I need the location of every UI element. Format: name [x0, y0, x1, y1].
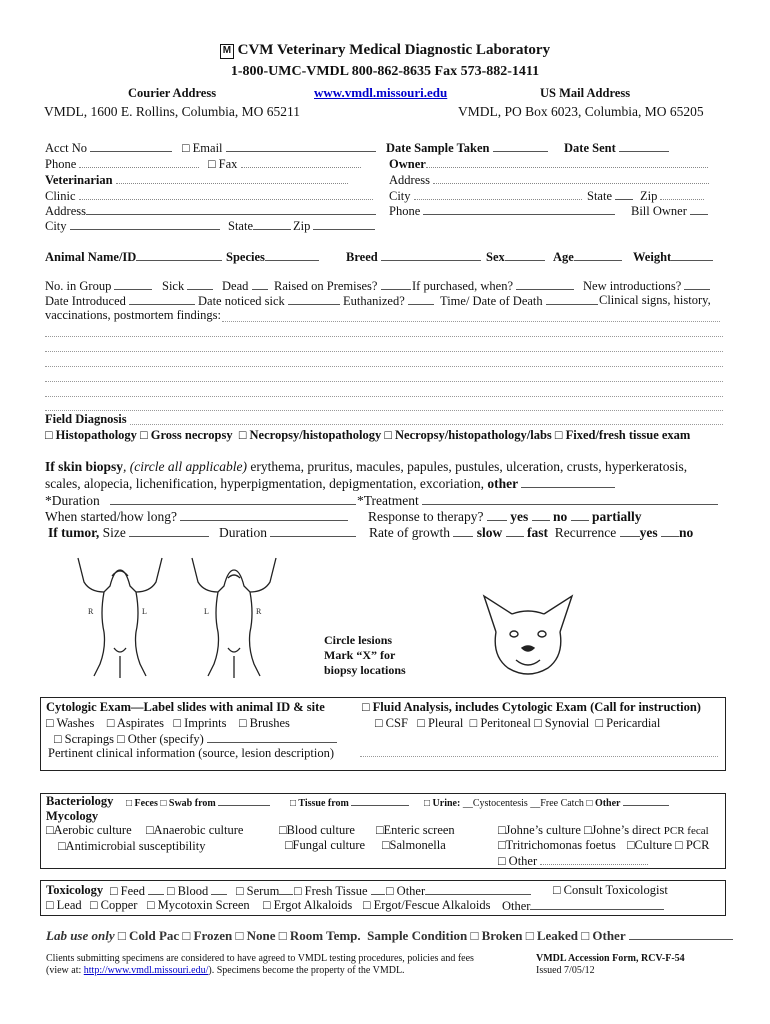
veterinarian-field[interactable]: Veterinarian [45, 172, 348, 188]
option-tox-other2[interactable]: Other [502, 898, 664, 914]
skin-biopsy-line1: If skin biopsy, (circle all applicable) erythema, pruritus, macules, papules, pustules, ulceration, crusts, hyperkeratosis, [45, 459, 688, 474]
cytology-options [46, 716, 290, 731]
university-logo: M [220, 44, 234, 59]
field-diagnosis-label: Field Diagnosis [45, 412, 127, 426]
phone-line: 1-800-UMC-VMDL 800-862-8635 Fax 573-882-1411 [230, 64, 540, 79]
date-noticed-field[interactable]: Date noticed sick [198, 293, 340, 309]
mycology-title: Mycology [46, 809, 99, 823]
city-field[interactable]: City [45, 218, 220, 234]
fax-field[interactable]: □ Fax [208, 156, 361, 172]
lesion-instructions: Circle lesions Mark “X” for biopsy locations [324, 633, 406, 677]
pertinent-info-label: Pertinent clinical information (source, lesion description) [48, 746, 335, 760]
history-line[interactable] [45, 410, 723, 411]
time-death-field[interactable]: Time/ Date of Death [440, 293, 598, 309]
option-imprints[interactable]: □ Imprints [173, 716, 227, 730]
history-line[interactable] [222, 321, 720, 322]
storage-options[interactable]: □ Cold Pac □ Frozen □ None □ Room Temp. [117, 928, 361, 943]
option-anaerobic[interactable]: □Anaerobic culture [146, 823, 244, 837]
date-sent-field[interactable]: Date Sent [564, 140, 669, 156]
option-mycotoxin[interactable]: □ Mycotoxin Screen [147, 898, 250, 912]
option-culture-pcr[interactable]: □Culture □ PCR [627, 838, 710, 852]
footer-policy-line2: (view at: http://www.vmdl.missouri.edu/). Specimens become the property of the VMDL. [46, 965, 405, 976]
history-line[interactable] [45, 336, 723, 337]
history-line[interactable] [45, 366, 723, 367]
option-consult[interactable]: □ Consult Toxicologist [553, 883, 668, 897]
pertinent-line[interactable] [360, 756, 718, 757]
purchased-field[interactable]: If purchased, when? [412, 278, 574, 294]
option-ergot[interactable]: □ Ergot Alkaloids [263, 898, 353, 912]
history-line[interactable] [45, 396, 723, 397]
option-peritoneal[interactable]: □ Peritoneal [469, 716, 531, 730]
skin-biopsy-line2: scales, alopecia, lichenification, hyperpigmentation, depigmentation, excoriation, other [45, 476, 615, 492]
tissue-option[interactable]: □ Tissue from [290, 796, 409, 809]
species-field[interactable]: Species [226, 249, 319, 265]
option-histopathology[interactable]: □ Histopathology [45, 428, 137, 442]
owner-city-field[interactable]: City [389, 188, 582, 204]
zip-field[interactable]: Zip [293, 218, 375, 234]
option-pericardial[interactable]: □ Pericardial [595, 716, 661, 730]
option-feed[interactable]: □ Feed [110, 883, 164, 899]
option-scrapings[interactable]: □ Scrapings [54, 732, 114, 746]
option-fresh-tissue[interactable]: □ Fresh Tissue [294, 883, 385, 899]
option-synovial[interactable]: □ Synovial [534, 716, 590, 730]
issue-date: Issued 7/05/12 [536, 965, 595, 976]
dog-head-diagram[interactable] [478, 592, 578, 682]
mail-address: VMDL, PO Box 6023, Columbia, MO 65205 [458, 104, 704, 119]
address-field[interactable]: Address [45, 203, 376, 219]
owner-zip-field[interactable]: Zip [640, 188, 704, 204]
owner-phone-field[interactable]: Phone [389, 203, 615, 219]
option-necropsy-histo[interactable]: □ Necropsy/histopathology [238, 428, 382, 442]
sick-field[interactable]: Sick [162, 278, 213, 294]
acct-no-field[interactable]: Acct No [45, 140, 172, 156]
lab-name: CVM Veterinary Medical Diagnostic Laboratory [237, 42, 551, 58]
website-link[interactable]: www.vmdl.missouri.edu [314, 85, 448, 100]
option-aspirates[interactable]: □ Aspirates [106, 716, 165, 730]
owner-field[interactable]: Owner [389, 156, 708, 172]
option-copper[interactable]: □ Copper [90, 898, 138, 912]
sex-field[interactable]: Sex [486, 249, 545, 265]
clinical-signs-label: Clinical signs, history, [599, 293, 711, 307]
date-sample-taken-field[interactable]: Date Sample Taken [386, 140, 548, 156]
option-aerobic[interactable]: □Aerobic culture [46, 823, 132, 837]
state-field[interactable]: State [228, 218, 291, 234]
urine-option[interactable]: □ Urine: __Cystocentesis __Free Catch □ Other [424, 796, 669, 809]
email-field[interactable]: □ Email [182, 140, 376, 156]
date-introduced-field[interactable]: Date Introduced [45, 293, 195, 309]
lab-use-row: Lab use only □ Cold Pac □ Frozen □ None □ Room Temp. Sample Condition □ Broken □ Leaked □ Other [46, 928, 733, 944]
lab-title [0, 42, 770, 59]
option-tritrichomonas[interactable]: □Tritrichomonas foetus [498, 838, 616, 852]
policy-link[interactable]: http://www.vmdl.missouri.edu/ [83, 965, 209, 976]
bacteriology-title: Bacteriology [46, 794, 114, 808]
option-other-specify[interactable]: □ Other (specify) [117, 732, 204, 746]
option-blood-culture[interactable]: □Blood culture [279, 823, 355, 837]
option-serum[interactable]: □ Serum [236, 883, 293, 899]
left-label: L [142, 607, 147, 616]
history-line[interactable] [45, 381, 723, 382]
option-csf[interactable]: □ CSF [375, 716, 408, 730]
animal-name-field[interactable]: Animal Name/ID [45, 249, 222, 265]
when-started-field[interactable]: When started/how long? [45, 509, 348, 525]
owner-state-field[interactable]: State [587, 188, 633, 204]
option-necropsy-histo-labs[interactable]: □ Necropsy/histopathology/labs [384, 428, 552, 442]
fluid-analysis-option[interactable]: □ Fluid Analysis, includes Cytologic Exam (Call for instruction) [362, 700, 701, 714]
form-id: VMDL Accession Form, RCV-F-54 [536, 953, 685, 964]
feces-swab-option[interactable]: □ Feces □ Swab from [126, 796, 270, 809]
mail-label: US Mail Address [540, 86, 631, 100]
option-enteric[interactable]: □Enteric screen [376, 823, 455, 837]
option-other[interactable]: □ Other [498, 853, 648, 869]
treatment-field[interactable]: *Treatment [357, 493, 718, 509]
euthanized-field[interactable]: Euthanized? [343, 293, 434, 309]
phone-field[interactable]: Phone [45, 156, 199, 172]
option-johnes[interactable]: □Johne’s culture □Johne’s direct PCR fecal [498, 823, 709, 837]
duration-field[interactable]: *Duration [45, 493, 356, 509]
toxicology-title: Toxicology [46, 883, 104, 897]
dead-field[interactable]: Dead [222, 278, 268, 294]
fluid-options [375, 716, 660, 731]
clinic-field[interactable]: Clinic [45, 188, 373, 204]
breed-field[interactable]: Breed [346, 249, 481, 265]
right-label: R [88, 607, 94, 616]
option-washes[interactable]: □ Washes [46, 716, 95, 730]
weight-field[interactable]: Weight [633, 249, 713, 265]
footer-policy-line1: Clients submitting specimens are considered to have agreed to VMDL testing procedures, policies and fees [46, 953, 474, 964]
option-ergot-fescue[interactable]: □ Ergot/Fescue Alkaloids [363, 898, 491, 912]
history-line[interactable] [45, 351, 723, 352]
option-fungal[interactable]: □Fungal culture [285, 838, 366, 852]
field-diagnosis-line[interactable] [130, 424, 723, 425]
condition-options[interactable]: □ Broken □ Leaked □ Other [470, 928, 626, 943]
cytology-options-row2 [54, 731, 337, 747]
new-introductions-field[interactable]: New introductions? [583, 278, 710, 294]
option-lead[interactable]: □ Lead [46, 898, 82, 912]
option-pleural[interactable]: □ Pleural [417, 716, 464, 730]
left-label: L [204, 607, 209, 616]
cytology-title: Cytologic Exam—Label slides with animal ID & site [46, 700, 325, 714]
no-in-group-field[interactable]: No. in Group [45, 278, 152, 294]
response-field[interactable]: Response to therapy? yes no partially [368, 509, 642, 524]
option-brushes[interactable]: □ Brushes [238, 716, 290, 730]
growth-rate-field[interactable]: Rate of growth slow fast Recurrence yes no [369, 525, 694, 540]
owner-address-field[interactable]: Address [389, 172, 709, 188]
option-fixed-fresh[interactable]: □ Fixed/fresh tissue exam [554, 428, 691, 442]
tumor-size-field[interactable]: If tumor, Size [48, 525, 209, 541]
raised-field[interactable]: Raised on Premises? [274, 278, 411, 294]
right-label: R [256, 607, 262, 616]
bill-owner-field[interactable]: Bill Owner [631, 203, 708, 219]
option-tox-other[interactable]: □ Other [386, 883, 531, 899]
option-salmonella[interactable]: □Salmonella [382, 838, 446, 852]
courier-address: VMDL, 1600 E. Rollins, Columbia, MO 65211 [44, 104, 301, 119]
option-blood[interactable]: □ Blood [167, 883, 227, 899]
service-options [45, 428, 690, 443]
tumor-duration-field[interactable]: Duration [219, 525, 356, 541]
age-field[interactable]: Age [553, 249, 622, 265]
option-gross-necropsy[interactable]: □ Gross necropsy [140, 428, 233, 442]
dorsal-body-diagram[interactable] [70, 552, 170, 682]
courier-label: Courier Address [128, 86, 217, 100]
ventral-body-diagram[interactable] [184, 552, 284, 682]
vaccinations-label: vaccinations, postmortem findings: [45, 308, 222, 322]
option-antimicrobial[interactable]: □Antimicrobial susceptibility [58, 839, 206, 853]
